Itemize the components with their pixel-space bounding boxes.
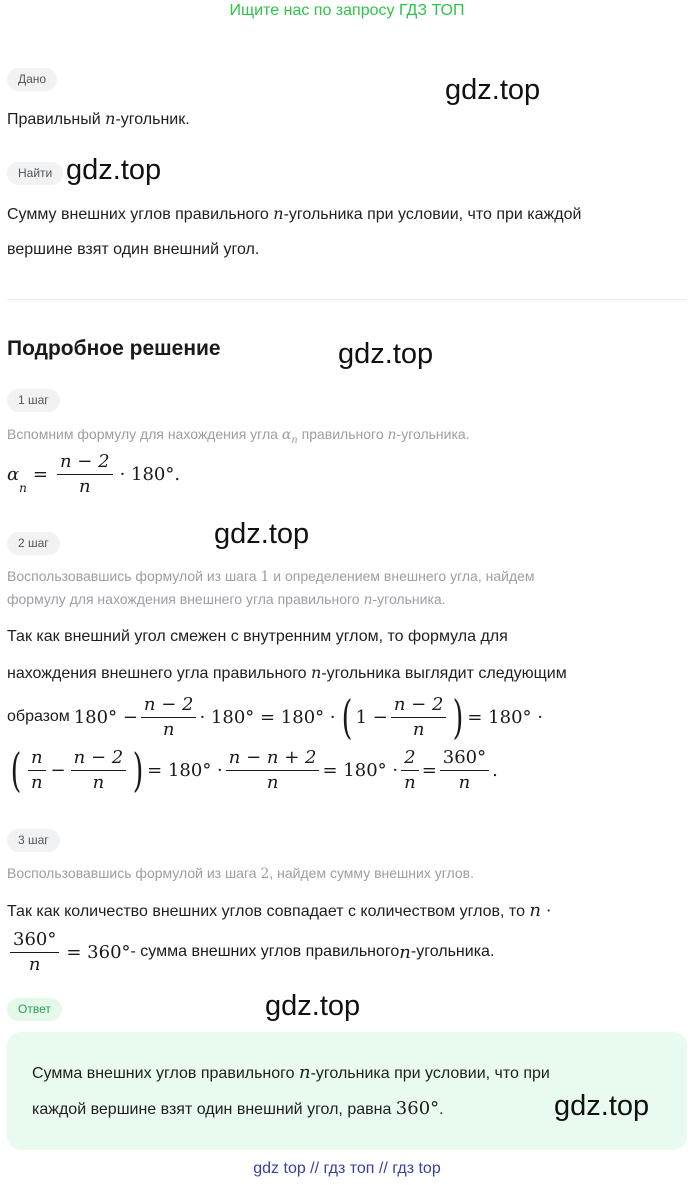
footer-links — [0, 1160, 694, 1178]
answer-text-line2: каждой вершине взят один внешний угол, равна 360°. — [32, 1098, 444, 1119]
step3-hint: Воспользовавшись формулой из шага 2, найдем сумму внешних углов. — [7, 865, 474, 882]
step2-hint-line2: формулу для нахождения внешнего угла правильного n-угольника. — [7, 591, 446, 608]
watermark: gdz.top — [66, 154, 162, 186]
answer-tag: Ответ — [7, 998, 62, 1021]
watermark: gdz.top — [338, 338, 434, 370]
step2-tag: 2 шаг — [7, 532, 60, 555]
find-text-line1: Сумму внешних углов правильного n-угольника при условии, что при каждой — [7, 204, 582, 223]
watermark: gdz.top — [265, 990, 361, 1022]
footer-link-gdz-top-ru[interactable]: гдз топ — [323, 1160, 375, 1177]
footer-link-gdz-top-mixed[interactable]: гдз top — [392, 1160, 441, 1177]
watermark: gdz.top — [554, 1090, 650, 1122]
given-tag: Дано — [7, 68, 57, 91]
watermark: gdz.top — [445, 74, 541, 106]
given-text: Правильный n-угольник. — [7, 109, 190, 128]
step2-formula-line1: образом 180° − $\frac{n - 2}{n}$ · 180° = 180° · ( 1 − $\frac{n - 2}{n}$ ) = 180° · — [7, 690, 543, 744]
footer-separator: // — [374, 1160, 393, 1177]
step1-tag: 1 шаг — [7, 389, 60, 412]
step2-formula-line2: ( $\frac{n}{n}$ − $\frac{n - 2}{n}$ ) = 180° · $\frac{n - n + 2}{n}$ = 180° · $\frac{2}{n}$ = $\frac{360^\circ}{n}$ . — [10, 743, 498, 797]
find-text-line2: вершине взят один внешний угол. — [7, 241, 260, 258]
solution-title: Подробное решение — [7, 337, 221, 360]
section-divider — [7, 299, 687, 300]
find-tag: Найти — [7, 162, 63, 185]
promo-banner[interactable]: Ищите нас по запросу ГДЗ ТОП — [229, 2, 465, 19]
step1-hint: Вспомним формулу для нахождения угла $\alpha_n$ правильного n-угольника. — [7, 426, 470, 446]
step2-hint-line1: Воспользовавшись формулой из шага 1 и определением внешнего угла, найдем — [7, 568, 535, 585]
step3-text-line1: Так как количество внешних углов совпадает с количеством углов, то n · — [7, 900, 552, 921]
answer-text-line1: Сумма внешних углов правильного n-угольника при условии, что при — [32, 1062, 550, 1083]
step1-formula: α $_n$ = $\frac{n - 2}{n}$ · 180°. — [7, 451, 181, 497]
step2-text-line2: нахождения внешнего угла правильного n-угольника выглядит следующим — [7, 663, 567, 682]
footer-link-gdz-top[interactable]: gdz top — [253, 1160, 306, 1177]
watermark: gdz.top — [214, 518, 310, 550]
step3-tag: 3 шаг — [7, 829, 60, 852]
footer-separator: // — [305, 1160, 324, 1177]
step2-text-line1: Так как внешний угол смежен с внутренним углом, то формула для — [7, 628, 508, 645]
step3-formula: $\frac{360^\circ}{n}$ = 360° - сумма внешних углов правильного n -угольника. — [7, 926, 494, 978]
